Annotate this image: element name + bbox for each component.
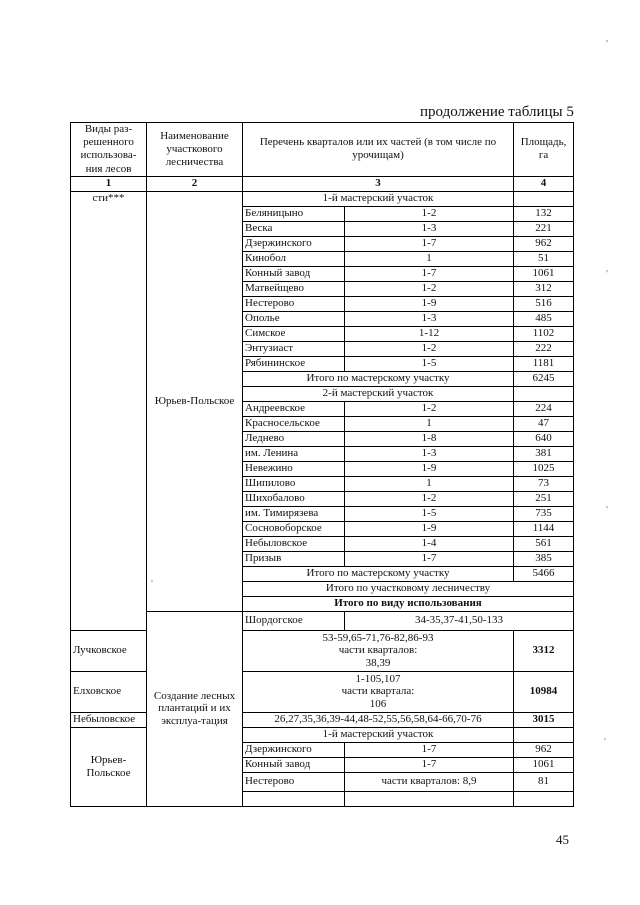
table-row: Рябининское 1-5 1181 [71, 356, 574, 371]
col-number: 1 [71, 176, 147, 191]
table-row: Ополье 1-3 485 [71, 311, 574, 326]
table-row: Дзержинского 1-7 962 [71, 742, 574, 757]
use-type-cell: Создание лесных плантаций и их эксплуа-тация [147, 611, 243, 806]
table-row: Конный завод 1-7 1061 [71, 266, 574, 281]
margin-mark: ' [151, 578, 153, 590]
forestry-cell: Юрьев-Польское [147, 191, 243, 611]
column-number-row [71, 176, 574, 191]
table-row: Красносельское 1 47 [71, 416, 574, 431]
table-row: Лучковское 53-59,65-71,76-82,86-93 части кварталов: 38,39 3312 [71, 630, 574, 671]
margin-mark: ' [606, 504, 608, 516]
table-row: Небыловское 26,27,35,36,39-44,48-52,55,56,58,64-66,70-76 3015 [71, 712, 574, 727]
table-row: Энтузиаст 1-2 222 [71, 341, 574, 356]
site-title: 1-й мастерский участок [243, 727, 514, 742]
use-total-row: Итого по виду использования [71, 596, 574, 611]
table-row [71, 727, 574, 742]
margin-mark: ' [606, 38, 608, 50]
table-row: Елховское 1-105,107 части квартала: 106 10984 [71, 671, 574, 712]
margin-mark: ' [606, 268, 608, 280]
table-row: Веска 1-3 221 [71, 221, 574, 236]
subtotal-row: Итого по мастерскому участку 5466 [71, 566, 574, 581]
table-row: Нестерово части кварталов: 8,9 81 [71, 772, 574, 791]
table-row: Шипилово 1 73 [71, 476, 574, 491]
site-title: 1-й мастерский участок [243, 191, 514, 206]
col-number: 3 [243, 176, 514, 191]
forest-use-table [70, 122, 574, 807]
table-row: Леднево 1-8 640 [71, 431, 574, 446]
table-row: Кинобол 1 51 [71, 251, 574, 266]
col-header-area: Площадь, га [514, 123, 574, 177]
table-row: Шихобалово 1-2 251 [71, 491, 574, 506]
table-row: Симское 1-12 1102 [71, 326, 574, 341]
page-number: 45 [556, 832, 569, 847]
forestry-total-row: Итого по участковому лесничеству [71, 581, 574, 596]
table-row: им. Ленина 1-3 381 [71, 446, 574, 461]
subtotal-row: Итого по мастерскому участку 6245 [71, 371, 574, 386]
table-row: Дзержинского 1-7 962 [71, 236, 574, 251]
col-number: 2 [147, 176, 243, 191]
table-row: Невежино 1-9 1025 [71, 461, 574, 476]
table-row [71, 191, 574, 206]
header-row [71, 123, 574, 177]
table-row: им. Тимирязева 1-5 735 [71, 506, 574, 521]
table-row: Беляницыно 1-2 132 [71, 206, 574, 221]
table-row: Андреевское 1-2 224 [71, 401, 574, 416]
margin-mark: ' [604, 736, 606, 748]
col-header-forestry: Наименование участкового лесничества [147, 123, 243, 177]
table-caption: продолжение таблицы 5 [420, 104, 574, 120]
table-row: Конный завод 1-7 1061 [71, 757, 574, 772]
col-header-quarters: Перечень кварталов или их частей (в том числе по урочищам) [243, 123, 514, 177]
use-type-cell: сти*** [71, 191, 147, 630]
table-row: Нестерово 1-9 516 [71, 296, 574, 311]
table-row: Призыв 1-7 385 [71, 551, 574, 566]
table-row: Сосновоборское 1-9 1144 [71, 521, 574, 536]
site-title: 2-й мастерский участок [243, 386, 514, 401]
forestry-cell: Юрьев-Польское [71, 727, 147, 806]
col-number: 4 [514, 176, 574, 191]
table-row: Создание лесных плантаций и их эксплуа-тация Шордогское 34-35,37-41,50-133 [71, 611, 574, 630]
table-row: Матвейщево 1-2 312 [71, 281, 574, 296]
col-header-use: Виды раз-решенного использова-ния лесов [71, 123, 147, 177]
table-row: Небыловское 1-4 561 [71, 536, 574, 551]
